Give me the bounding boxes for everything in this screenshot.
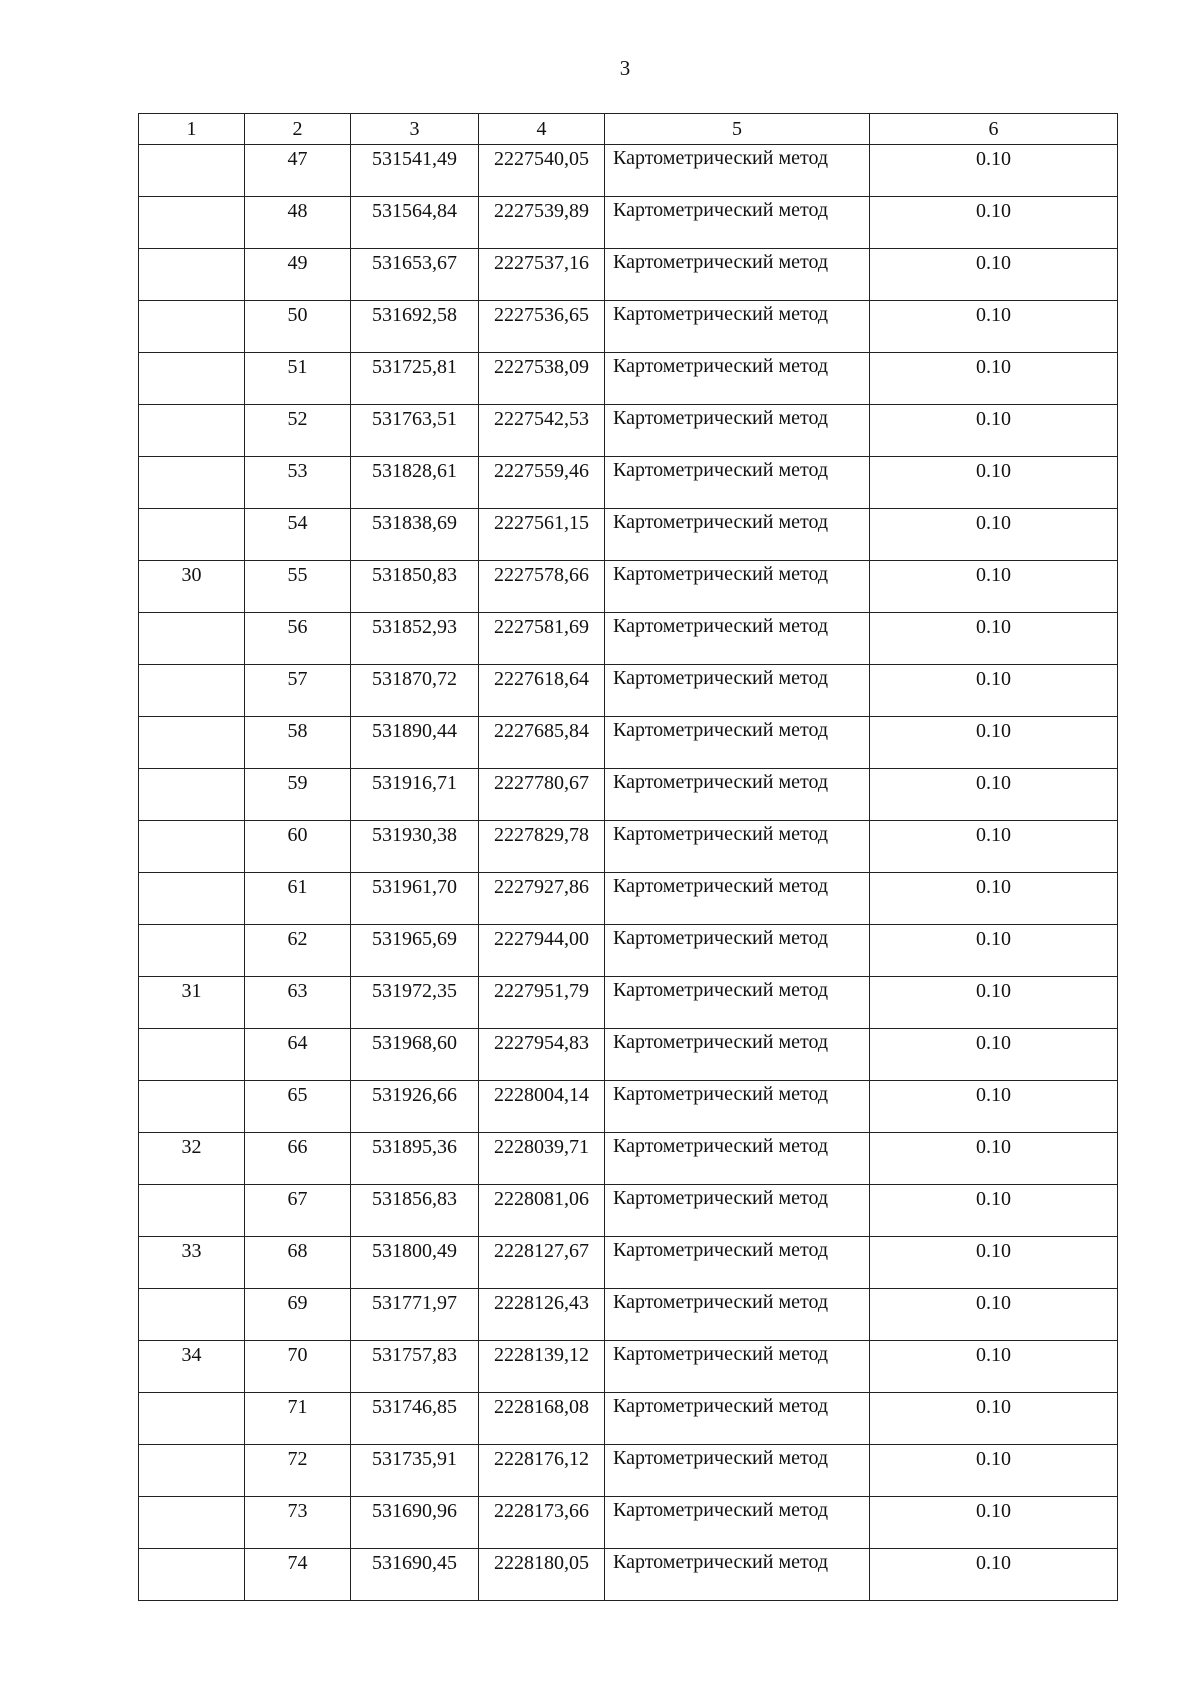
method-cell: Картометрический метод bbox=[605, 145, 870, 197]
accuracy-cell: 0.10 bbox=[870, 977, 1118, 1029]
x-coordinate-cell: 531763,51 bbox=[351, 405, 479, 457]
group-cell bbox=[139, 1445, 245, 1497]
table-row bbox=[139, 925, 1118, 977]
method-cell: Картометрический метод bbox=[605, 1237, 870, 1289]
point-number-cell: 70 bbox=[245, 1341, 351, 1393]
point-number-cell: 61 bbox=[245, 873, 351, 925]
method-cell: Картометрический метод bbox=[605, 1445, 870, 1497]
x-coordinate-cell: 531735,91 bbox=[351, 1445, 479, 1497]
y-coordinate-cell: 2227538,09 bbox=[479, 353, 605, 405]
method-cell: Картометрический метод bbox=[605, 1549, 870, 1601]
point-number-cell: 53 bbox=[245, 457, 351, 509]
table-body bbox=[139, 145, 1118, 1601]
group-cell bbox=[139, 509, 245, 561]
accuracy-cell: 0.10 bbox=[870, 197, 1118, 249]
accuracy-cell: 0.10 bbox=[870, 561, 1118, 613]
table-row bbox=[139, 1341, 1118, 1393]
header-col-4: 4 bbox=[479, 114, 605, 145]
table-row bbox=[139, 977, 1118, 1029]
table-row bbox=[139, 873, 1118, 925]
method-cell: Картометрический метод bbox=[605, 717, 870, 769]
method-cell: Картометрический метод bbox=[605, 873, 870, 925]
accuracy-cell: 0.10 bbox=[870, 301, 1118, 353]
point-number-cell: 71 bbox=[245, 1393, 351, 1445]
table-row bbox=[139, 561, 1118, 613]
header-col-3: 3 bbox=[351, 114, 479, 145]
table-row bbox=[139, 405, 1118, 457]
table-row bbox=[139, 1549, 1118, 1601]
coordinates-table bbox=[138, 113, 1118, 1601]
group-cell bbox=[139, 1029, 245, 1081]
accuracy-cell: 0.10 bbox=[870, 1497, 1118, 1549]
group-cell bbox=[139, 197, 245, 249]
group-cell bbox=[139, 769, 245, 821]
method-cell: Картометрический метод bbox=[605, 197, 870, 249]
group-cell bbox=[139, 1185, 245, 1237]
table-row bbox=[139, 301, 1118, 353]
method-cell: Картометрический метод bbox=[605, 301, 870, 353]
group-cell bbox=[139, 301, 245, 353]
point-number-cell: 66 bbox=[245, 1133, 351, 1185]
table-row bbox=[139, 769, 1118, 821]
method-cell: Картометрический метод bbox=[605, 1185, 870, 1237]
accuracy-cell: 0.10 bbox=[870, 717, 1118, 769]
table-row bbox=[139, 613, 1118, 665]
accuracy-cell: 0.10 bbox=[870, 353, 1118, 405]
table-row bbox=[139, 1445, 1118, 1497]
y-coordinate-cell: 2227536,65 bbox=[479, 301, 605, 353]
point-number-cell: 62 bbox=[245, 925, 351, 977]
table-row bbox=[139, 1289, 1118, 1341]
y-coordinate-cell: 2228168,08 bbox=[479, 1393, 605, 1445]
group-cell bbox=[139, 249, 245, 301]
table-row bbox=[139, 509, 1118, 561]
accuracy-cell: 0.10 bbox=[870, 1133, 1118, 1185]
y-coordinate-cell: 2227780,67 bbox=[479, 769, 605, 821]
point-number-cell: 51 bbox=[245, 353, 351, 405]
point-number-cell: 55 bbox=[245, 561, 351, 613]
y-coordinate-cell: 2227944,00 bbox=[479, 925, 605, 977]
table-row bbox=[139, 665, 1118, 717]
x-coordinate-cell: 531890,44 bbox=[351, 717, 479, 769]
point-number-cell: 57 bbox=[245, 665, 351, 717]
table-row bbox=[139, 353, 1118, 405]
accuracy-cell: 0.10 bbox=[870, 665, 1118, 717]
method-cell: Картометрический метод bbox=[605, 249, 870, 301]
method-cell: Картометрический метод bbox=[605, 1029, 870, 1081]
x-coordinate-cell: 531961,70 bbox=[351, 873, 479, 925]
point-number-cell: 50 bbox=[245, 301, 351, 353]
y-coordinate-cell: 2228173,66 bbox=[479, 1497, 605, 1549]
accuracy-cell: 0.10 bbox=[870, 509, 1118, 561]
table-row bbox=[139, 145, 1118, 197]
x-coordinate-cell: 531930,38 bbox=[351, 821, 479, 873]
group-cell bbox=[139, 925, 245, 977]
x-coordinate-cell: 531965,69 bbox=[351, 925, 479, 977]
y-coordinate-cell: 2228004,14 bbox=[479, 1081, 605, 1133]
x-coordinate-cell: 531541,49 bbox=[351, 145, 479, 197]
y-coordinate-cell: 2227927,86 bbox=[479, 873, 605, 925]
group-cell bbox=[139, 821, 245, 873]
x-coordinate-cell: 531690,45 bbox=[351, 1549, 479, 1601]
point-number-cell: 47 bbox=[245, 145, 351, 197]
table-row bbox=[139, 1237, 1118, 1289]
y-coordinate-cell: 2227542,53 bbox=[479, 405, 605, 457]
table-row bbox=[139, 457, 1118, 509]
method-cell: Картометрический метод bbox=[605, 561, 870, 613]
y-coordinate-cell: 2227581,69 bbox=[479, 613, 605, 665]
header-col-2: 2 bbox=[245, 114, 351, 145]
accuracy-cell: 0.10 bbox=[870, 1029, 1118, 1081]
group-cell bbox=[139, 665, 245, 717]
table-row bbox=[139, 1185, 1118, 1237]
group-cell bbox=[139, 1393, 245, 1445]
method-cell: Картометрический метод bbox=[605, 977, 870, 1029]
group-cell bbox=[139, 1549, 245, 1601]
y-coordinate-cell: 2227537,16 bbox=[479, 249, 605, 301]
method-cell: Картометрический метод bbox=[605, 1081, 870, 1133]
method-cell: Картометрический метод bbox=[605, 509, 870, 561]
x-coordinate-cell: 531850,83 bbox=[351, 561, 479, 613]
y-coordinate-cell: 2227618,64 bbox=[479, 665, 605, 717]
method-cell: Картометрический метод bbox=[605, 1289, 870, 1341]
x-coordinate-cell: 531692,58 bbox=[351, 301, 479, 353]
accuracy-cell: 0.10 bbox=[870, 1341, 1118, 1393]
group-cell bbox=[139, 613, 245, 665]
method-cell: Картометрический метод bbox=[605, 613, 870, 665]
accuracy-cell: 0.10 bbox=[870, 769, 1118, 821]
accuracy-cell: 0.10 bbox=[870, 1393, 1118, 1445]
x-coordinate-cell: 531916,71 bbox=[351, 769, 479, 821]
accuracy-cell: 0.10 bbox=[870, 145, 1118, 197]
table-row bbox=[139, 1081, 1118, 1133]
point-number-cell: 48 bbox=[245, 197, 351, 249]
y-coordinate-cell: 2227540,05 bbox=[479, 145, 605, 197]
group-cell bbox=[139, 1289, 245, 1341]
y-coordinate-cell: 2228176,12 bbox=[479, 1445, 605, 1497]
point-number-cell: 72 bbox=[245, 1445, 351, 1497]
y-coordinate-cell: 2228126,43 bbox=[479, 1289, 605, 1341]
method-cell: Картометрический метод bbox=[605, 821, 870, 873]
x-coordinate-cell: 531757,83 bbox=[351, 1341, 479, 1393]
y-coordinate-cell: 2227829,78 bbox=[479, 821, 605, 873]
group-cell: 34 bbox=[139, 1341, 245, 1393]
accuracy-cell: 0.10 bbox=[870, 1237, 1118, 1289]
group-cell: 30 bbox=[139, 561, 245, 613]
page-number: 3 bbox=[619, 56, 631, 80]
x-coordinate-cell: 531895,36 bbox=[351, 1133, 479, 1185]
y-coordinate-cell: 2227559,46 bbox=[479, 457, 605, 509]
accuracy-cell: 0.10 bbox=[870, 873, 1118, 925]
method-cell: Картометрический метод bbox=[605, 1133, 870, 1185]
x-coordinate-cell: 531690,96 bbox=[351, 1497, 479, 1549]
table-row bbox=[139, 717, 1118, 769]
accuracy-cell: 0.10 bbox=[870, 925, 1118, 977]
method-cell: Картометрический метод bbox=[605, 1393, 870, 1445]
point-number-cell: 54 bbox=[245, 509, 351, 561]
x-coordinate-cell: 531828,61 bbox=[351, 457, 479, 509]
method-cell: Картометрический метод bbox=[605, 925, 870, 977]
group-cell bbox=[139, 717, 245, 769]
table-row bbox=[139, 1029, 1118, 1081]
accuracy-cell: 0.10 bbox=[870, 821, 1118, 873]
table-row bbox=[139, 1133, 1118, 1185]
x-coordinate-cell: 531746,85 bbox=[351, 1393, 479, 1445]
accuracy-cell: 0.10 bbox=[870, 1081, 1118, 1133]
group-cell: 33 bbox=[139, 1237, 245, 1289]
point-number-cell: 69 bbox=[245, 1289, 351, 1341]
point-number-cell: 65 bbox=[245, 1081, 351, 1133]
point-number-cell: 74 bbox=[245, 1549, 351, 1601]
y-coordinate-cell: 2227539,89 bbox=[479, 197, 605, 249]
accuracy-cell: 0.10 bbox=[870, 1445, 1118, 1497]
group-cell bbox=[139, 1497, 245, 1549]
group-cell bbox=[139, 353, 245, 405]
group-cell: 31 bbox=[139, 977, 245, 1029]
header-col-5: 5 bbox=[605, 114, 870, 145]
group-cell bbox=[139, 457, 245, 509]
accuracy-cell: 0.10 bbox=[870, 1185, 1118, 1237]
accuracy-cell: 0.10 bbox=[870, 1549, 1118, 1601]
group-cell bbox=[139, 405, 245, 457]
method-cell: Картометрический метод bbox=[605, 457, 870, 509]
y-coordinate-cell: 2228039,71 bbox=[479, 1133, 605, 1185]
x-coordinate-cell: 531856,83 bbox=[351, 1185, 479, 1237]
point-number-cell: 60 bbox=[245, 821, 351, 873]
table-header-row bbox=[139, 114, 1118, 145]
group-cell bbox=[139, 873, 245, 925]
x-coordinate-cell: 531852,93 bbox=[351, 613, 479, 665]
x-coordinate-cell: 531870,72 bbox=[351, 665, 479, 717]
y-coordinate-cell: 2227561,15 bbox=[479, 509, 605, 561]
y-coordinate-cell: 2227578,66 bbox=[479, 561, 605, 613]
group-cell: 32 bbox=[139, 1133, 245, 1185]
x-coordinate-cell: 531838,69 bbox=[351, 509, 479, 561]
x-coordinate-cell: 531725,81 bbox=[351, 353, 479, 405]
group-cell bbox=[139, 1081, 245, 1133]
method-cell: Картометрический метод bbox=[605, 1497, 870, 1549]
point-number-cell: 49 bbox=[245, 249, 351, 301]
y-coordinate-cell: 2227954,83 bbox=[479, 1029, 605, 1081]
x-coordinate-cell: 531653,67 bbox=[351, 249, 479, 301]
x-coordinate-cell: 531972,35 bbox=[351, 977, 479, 1029]
method-cell: Картометрический метод bbox=[605, 405, 870, 457]
header-col-1: 1 bbox=[139, 114, 245, 145]
method-cell: Картометрический метод bbox=[605, 665, 870, 717]
header-col-6: 6 bbox=[870, 114, 1118, 145]
x-coordinate-cell: 531800,49 bbox=[351, 1237, 479, 1289]
y-coordinate-cell: 2227685,84 bbox=[479, 717, 605, 769]
point-number-cell: 59 bbox=[245, 769, 351, 821]
table-row bbox=[139, 249, 1118, 301]
method-cell: Картометрический метод bbox=[605, 353, 870, 405]
point-number-cell: 58 bbox=[245, 717, 351, 769]
method-cell: Картометрический метод bbox=[605, 769, 870, 821]
y-coordinate-cell: 2228180,05 bbox=[479, 1549, 605, 1601]
x-coordinate-cell: 531926,66 bbox=[351, 1081, 479, 1133]
y-coordinate-cell: 2228081,06 bbox=[479, 1185, 605, 1237]
x-coordinate-cell: 531968,60 bbox=[351, 1029, 479, 1081]
y-coordinate-cell: 2228127,67 bbox=[479, 1237, 605, 1289]
table-row bbox=[139, 1393, 1118, 1445]
y-coordinate-cell: 2227951,79 bbox=[479, 977, 605, 1029]
accuracy-cell: 0.10 bbox=[870, 405, 1118, 457]
x-coordinate-cell: 531564,84 bbox=[351, 197, 479, 249]
accuracy-cell: 0.10 bbox=[870, 613, 1118, 665]
point-number-cell: 68 bbox=[245, 1237, 351, 1289]
point-number-cell: 63 bbox=[245, 977, 351, 1029]
table-row bbox=[139, 197, 1118, 249]
accuracy-cell: 0.10 bbox=[870, 249, 1118, 301]
point-number-cell: 67 bbox=[245, 1185, 351, 1237]
table-row bbox=[139, 821, 1118, 873]
table-row bbox=[139, 1497, 1118, 1549]
point-number-cell: 56 bbox=[245, 613, 351, 665]
group-cell bbox=[139, 145, 245, 197]
accuracy-cell: 0.10 bbox=[870, 1289, 1118, 1341]
y-coordinate-cell: 2228139,12 bbox=[479, 1341, 605, 1393]
x-coordinate-cell: 531771,97 bbox=[351, 1289, 479, 1341]
point-number-cell: 52 bbox=[245, 405, 351, 457]
accuracy-cell: 0.10 bbox=[870, 457, 1118, 509]
point-number-cell: 73 bbox=[245, 1497, 351, 1549]
method-cell: Картометрический метод bbox=[605, 1341, 870, 1393]
point-number-cell: 64 bbox=[245, 1029, 351, 1081]
